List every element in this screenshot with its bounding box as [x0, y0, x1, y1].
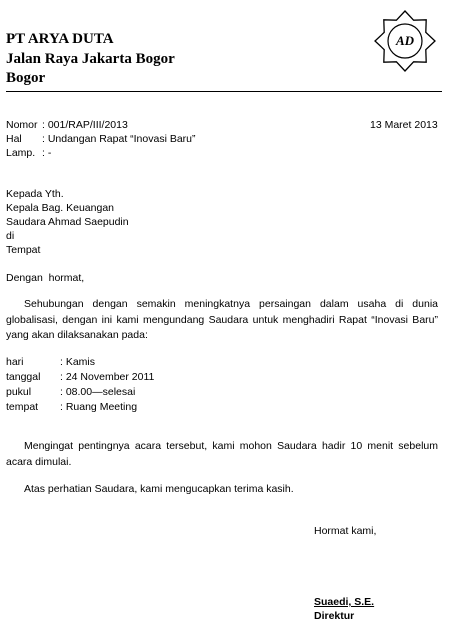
eight-point-star-logo-icon: [374, 10, 436, 72]
paragraph-intro-text: Sehubungan dengan semakin meningkatnya persaingan dalam usaha di dunia globalisasi, dengan ini kami mengundang Saudara untuk menghadiri Rapat “Inovasi Baru” yang akan dilaksanakan pada:: [6, 298, 438, 341]
recipient-line5: Tempat: [6, 244, 41, 256]
hal-row: [6, 133, 196, 146]
recipient-line2: Kepala Bag. Keuangan: [6, 202, 115, 214]
paragraph-request: [6, 439, 438, 470]
nomor-label: Nomor: [6, 119, 38, 131]
letterhead-divider: [6, 91, 442, 92]
paragraph-thanks: [6, 482, 438, 498]
nomor-row: [6, 119, 128, 132]
lamp-row: [6, 147, 51, 160]
schedule-value: : Ruang Meeting: [60, 401, 138, 413]
closing: Hormat kami,: [314, 525, 377, 537]
nomor-value: : 001/RAP/III/2013: [42, 119, 128, 131]
paragraph-intro: [6, 297, 438, 344]
schedule-value: : Kamis: [60, 356, 96, 368]
company-name: PT ARYA DUTA: [6, 31, 114, 47]
recipient-line1: Kepada Yth.: [6, 188, 64, 200]
hal-label: Hal: [6, 133, 22, 145]
recipient-line3: Saudara Ahmad Saepudin: [6, 216, 129, 228]
schedule-value: : 24 November 2011: [60, 371, 155, 383]
company-address-line1: Jalan Raya Jakarta Bogor: [6, 51, 175, 67]
schedule-row: [6, 401, 137, 414]
hal-value: : Undangan Rapat “Inovasi Baru”: [42, 133, 196, 145]
recipient-line4: di: [6, 230, 15, 242]
signature-name: Suaedi, S.E.: [314, 596, 375, 608]
schedule-row: [6, 356, 95, 369]
schedule-label: hari: [6, 356, 24, 368]
paragraph-request-text: Mengingat pentingnya acara tersebut, kami mohon Saudara hadir 10 menit sebelum acara dimulai.: [6, 440, 438, 468]
paragraph-thanks-text: Atas perhatian Saudara, kami mengucapkan terima kasih.: [24, 483, 294, 495]
schedule-label: pukul: [6, 386, 32, 398]
schedule-label: tanggal: [6, 371, 41, 383]
schedule-row: [6, 386, 135, 399]
logo-text: AD: [395, 33, 415, 48]
lamp-label: Lamp.: [6, 147, 36, 159]
letter-date: 13 Maret 2013: [370, 119, 438, 131]
lamp-value: : -: [42, 147, 52, 159]
signature-title: Direktur: [314, 610, 355, 622]
schedule-label: tempat: [6, 401, 39, 413]
schedule-value: : 08.00—selesai: [60, 386, 136, 398]
company-address-line2: Bogor: [6, 70, 46, 86]
salutation: Dengan hormat,: [6, 272, 85, 284]
schedule-row: [6, 371, 154, 384]
